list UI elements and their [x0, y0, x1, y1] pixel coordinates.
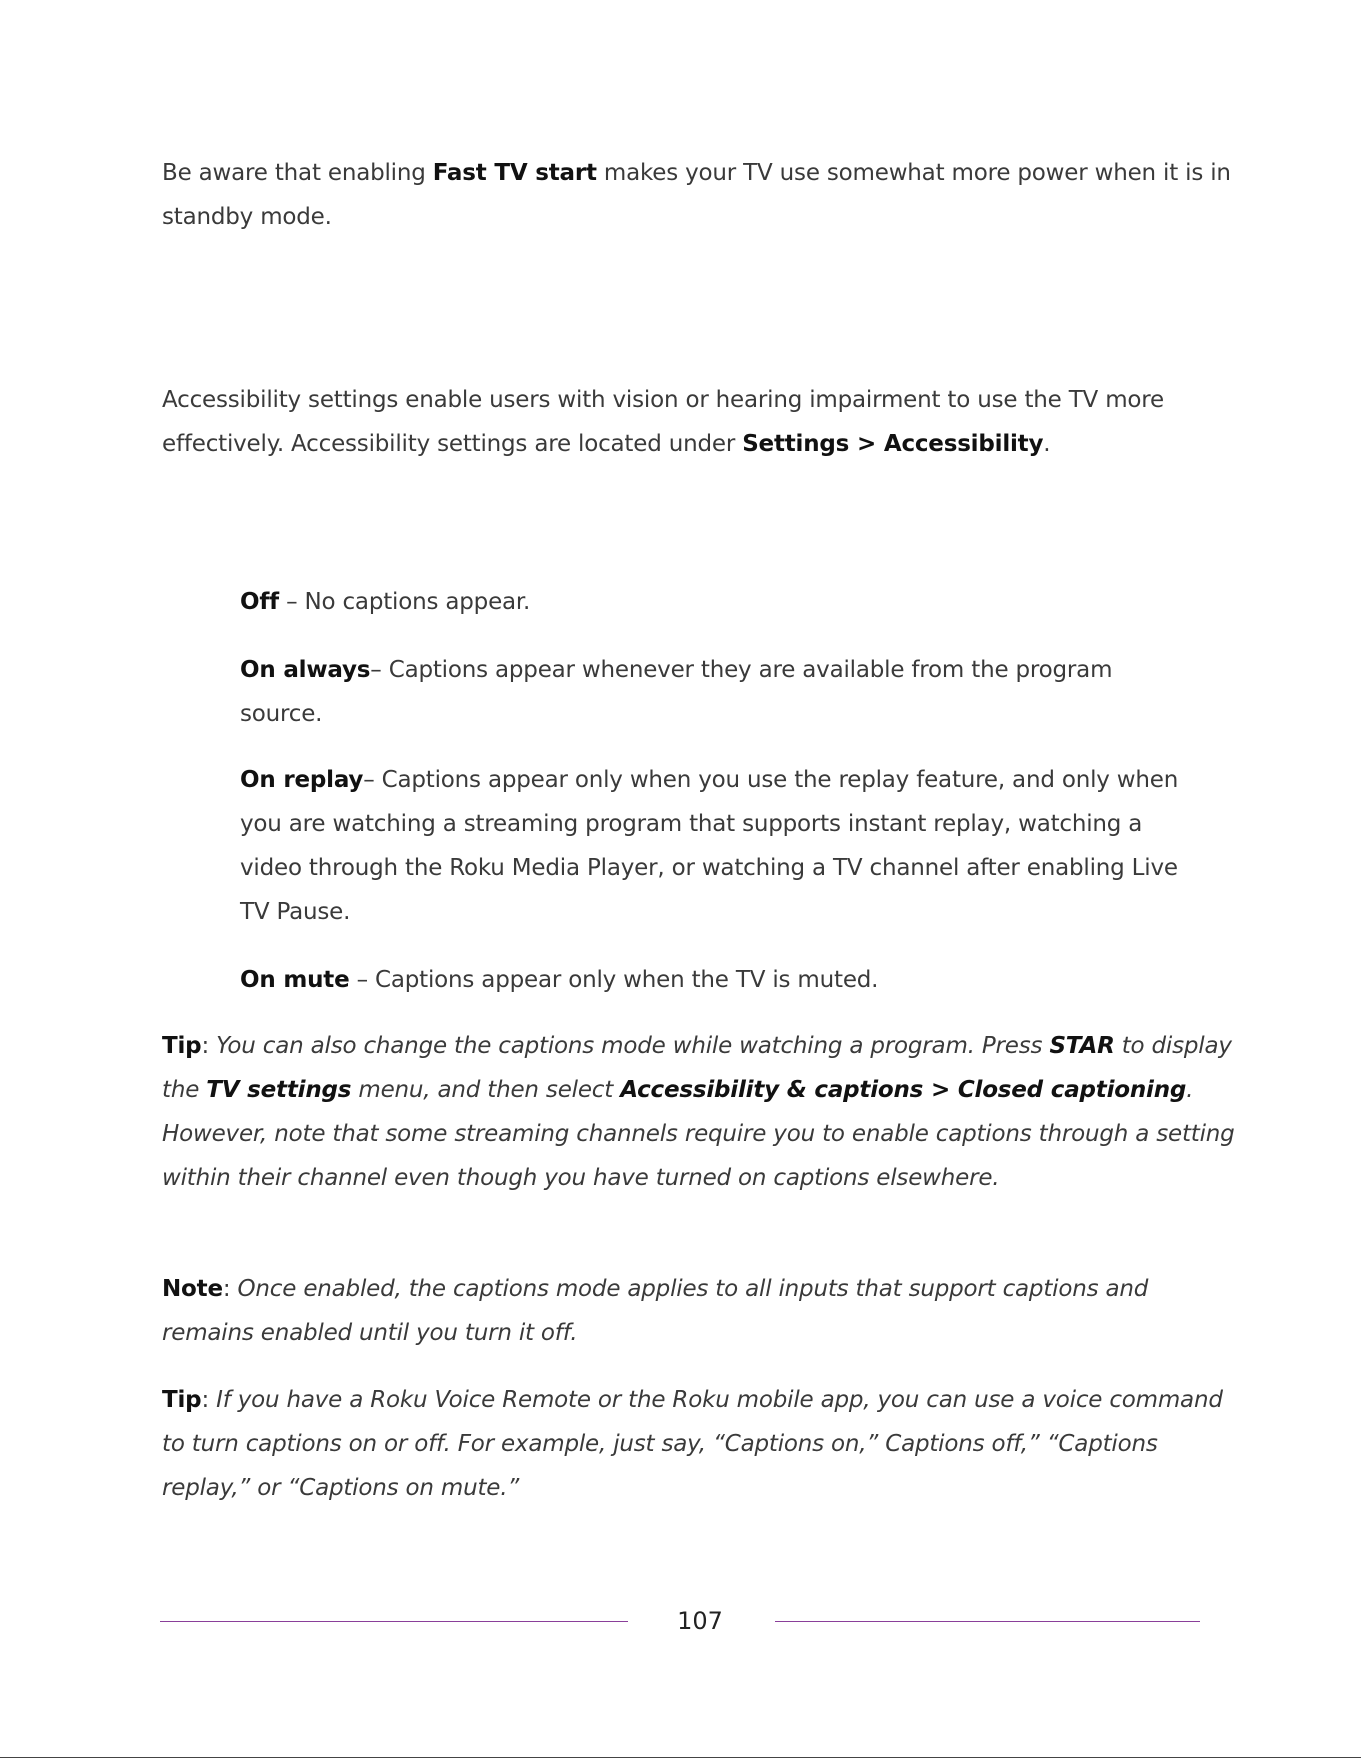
tip-text: menu, and then select — [351, 1077, 621, 1103]
option-on-always — [240, 648, 1200, 736]
option-description: – Captions appear whenever they are available from the program source. — [240, 657, 1113, 727]
option-label: On replay — [240, 767, 364, 793]
page-bottom-edge — [0, 1757, 1361, 1758]
tip-label: Tip — [162, 1033, 202, 1059]
tip-captions-mode — [162, 1024, 1242, 1200]
tip-voice-command — [162, 1378, 1242, 1510]
tip-label: Tip — [162, 1387, 202, 1413]
fast-tv-start-paragraph — [162, 151, 1242, 239]
option-on-replay — [240, 758, 1200, 934]
bold-term-tv-settings: TV settings — [206, 1077, 352, 1103]
text-run: makes your TV use somewhat more power when it is in standby mode. — [162, 160, 1231, 230]
option-label: On mute — [240, 967, 350, 993]
bold-path-settings-accessibility: Settings > Accessibility — [742, 431, 1044, 457]
text-run: . — [1043, 431, 1051, 457]
option-label: On always — [240, 657, 371, 683]
label-colon: : — [201, 1387, 217, 1413]
tip-text: If you have a Roku Voice Remote or the Roku mobile app, you can use a voice command to turn captions on or off. For example, just say, “Captions on,” Captions off,” “Captions replay,” or “Captions on mute.” — [162, 1387, 1223, 1501]
bold-term-fast-tv-start: Fast TV start — [432, 160, 597, 186]
page-number: 107 — [677, 1607, 723, 1635]
text-run: Be aware that enabling — [162, 160, 433, 186]
note-label: Note — [162, 1276, 223, 1302]
page-footer — [0, 1606, 1361, 1636]
tip-text: You can also change the captions mode while watching a program. Press — [216, 1033, 1050, 1059]
label-colon: : — [222, 1276, 238, 1302]
tip-text: to display the — [162, 1033, 1232, 1103]
footer-rule-right — [775, 1621, 1200, 1622]
option-on-mute — [240, 958, 1200, 1002]
text-run: Accessibility settings enable users with vision or hearing impairment to use the TV more effectively. Accessibility settings are located under — [162, 387, 1164, 457]
note-captions-enabled — [162, 1267, 1242, 1355]
label-colon: : — [201, 1033, 217, 1059]
tip-text: . However, note that some streaming channels require you to enable captions through a setting within their channel even though you have turned on captions elsewhere. — [162, 1077, 1235, 1191]
option-label: Off — [240, 589, 279, 615]
option-description: – Captions appear only when you use the replay feature, and only when you are watching a streaming program that supports instant replay, watching a video through the Roku Media Player, or watching a TV channel after enabling Live TV Pause. — [240, 767, 1179, 925]
bold-path-closed-captioning: Accessibility & captions > Closed captioning — [620, 1077, 1187, 1103]
option-off — [240, 580, 1200, 624]
note-text: Once enabled, the captions mode applies to all inputs that support captions and remains enabled until you turn it off. — [162, 1276, 1149, 1346]
option-description: – No captions appear. — [278, 589, 531, 615]
accessibility-intro-paragraph — [162, 378, 1242, 466]
bold-term-star: STAR — [1049, 1033, 1115, 1059]
option-description: – Captions appear only when the TV is muted. — [349, 967, 879, 993]
footer-rule-left — [160, 1621, 628, 1622]
